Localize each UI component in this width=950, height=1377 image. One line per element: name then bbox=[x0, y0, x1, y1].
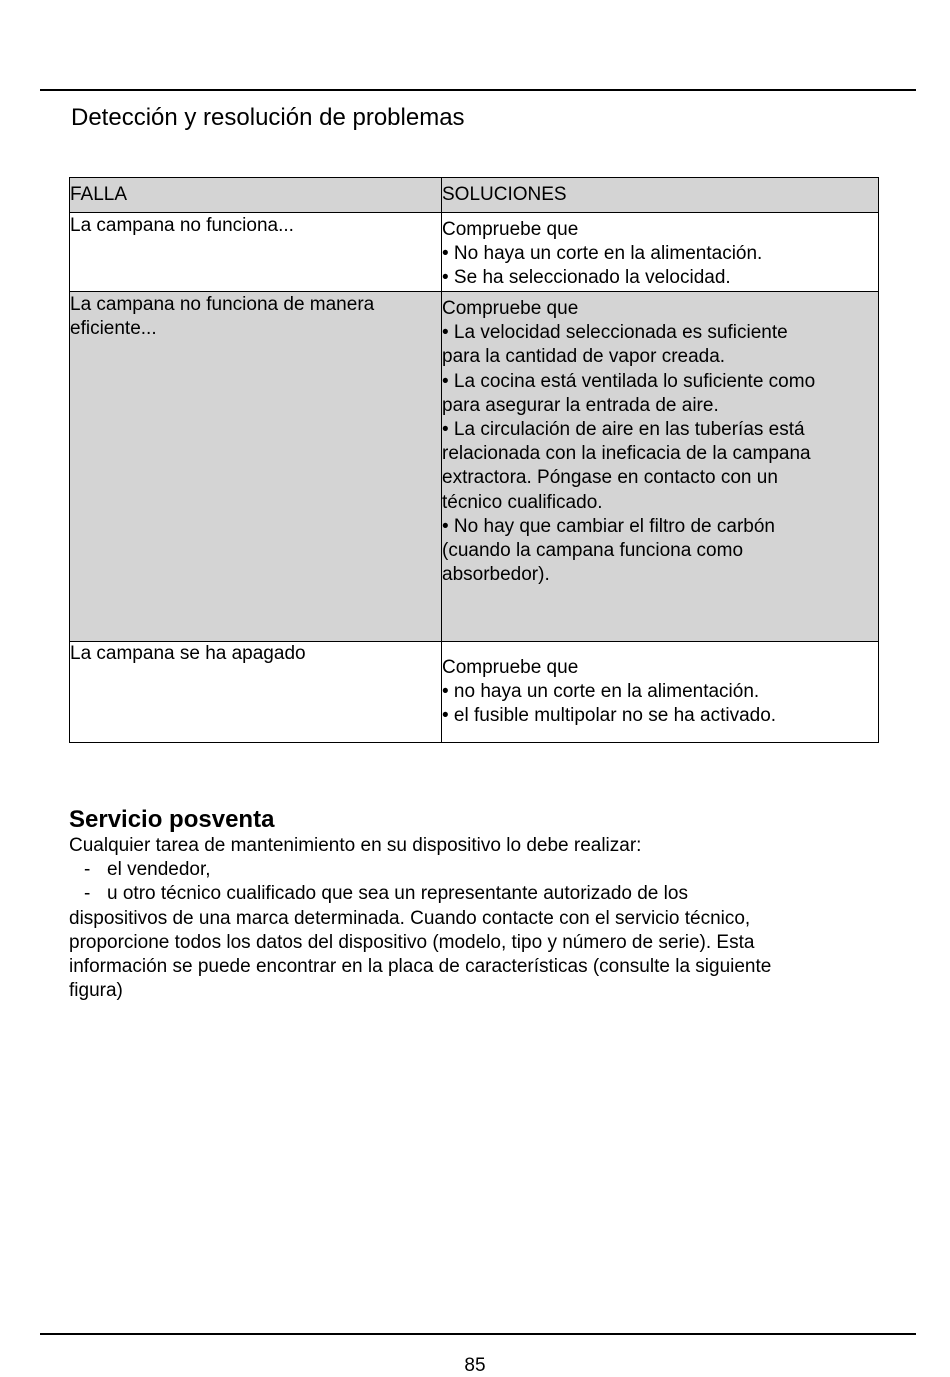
list-item bbox=[69, 858, 889, 882]
paragraph-line: dispositivos de una marca determinada. Cuando contacte con el servicio técnico, bbox=[69, 907, 751, 929]
solution-line: • el fusible multipolar no se ha activado. bbox=[442, 705, 777, 727]
paragraph-line: proporcione todos los datos del dispositivo (modelo, tipo y número de serie). Esta bbox=[69, 931, 755, 953]
table-row bbox=[70, 292, 879, 642]
after-sales-title: Servicio posventa bbox=[69, 806, 275, 833]
header-solutions: SOLUCIONES bbox=[442, 178, 879, 213]
page-number: 85 bbox=[464, 1355, 486, 1376]
dash-bullet: - bbox=[84, 859, 91, 881]
list-item bbox=[69, 882, 889, 906]
paragraph-line: figura) bbox=[69, 980, 123, 1002]
fault-text: La campana se ha apagado bbox=[70, 643, 306, 664]
solution-line: • La cocina está ventilada lo suficiente como bbox=[442, 370, 816, 392]
table-row bbox=[70, 213, 879, 292]
bottom-rule bbox=[40, 1333, 916, 1335]
solution-line: • La velocidad seleccionada es suficiente bbox=[442, 322, 788, 344]
solution-line: • La circulación de aire en las tuberías está bbox=[442, 419, 805, 441]
table-header-row bbox=[70, 178, 879, 213]
after-sales-body bbox=[69, 834, 889, 1003]
fault-text: La campana no funciona... bbox=[70, 215, 294, 236]
solution-line: • No haya un corte en la alimentación. bbox=[442, 243, 763, 265]
troubleshooting-table bbox=[69, 177, 879, 743]
solution-line: para asegurar la entrada de aire. bbox=[442, 394, 719, 416]
solution-line: • Se ha seleccionado la velocidad. bbox=[442, 267, 731, 289]
solution-line: técnico cualificado. bbox=[442, 491, 603, 513]
solution-line: absorbedor). bbox=[442, 564, 550, 586]
solutions-text bbox=[442, 292, 878, 587]
fault-line: La campana no funciona de manera bbox=[70, 294, 375, 315]
paragraph-line: información se puede encontrar en la placa de características (consulte la siguiente bbox=[69, 956, 772, 978]
dash-bullet: - bbox=[84, 883, 91, 905]
table-row bbox=[70, 642, 879, 743]
solution-line: • No hay que cambiar el filtro de carbón bbox=[442, 515, 775, 537]
list-item-text: el vendedor, bbox=[107, 859, 211, 881]
solution-line: Compruebe que bbox=[442, 219, 579, 240]
solution-line: para la cantidad de vapor creada. bbox=[442, 346, 726, 368]
top-rule bbox=[40, 89, 916, 91]
solutions-text bbox=[442, 642, 878, 729]
solution-line: extractora. Póngase en contacto con un bbox=[442, 467, 778, 489]
section-title: Detección y resolución de problemas bbox=[71, 104, 465, 131]
solution-line: Compruebe que bbox=[442, 657, 579, 678]
solution-line: (cuando la campana funciona como bbox=[442, 540, 744, 562]
solution-line: • no haya un corte en la alimentación. bbox=[442, 681, 760, 703]
solutions-text bbox=[442, 213, 878, 291]
fault-line: eficiente... bbox=[70, 318, 157, 340]
solution-line: relacionada con la ineficacia de la campana bbox=[442, 443, 811, 465]
after-sales-intro: Cualquier tarea de mantenimiento en su dispositivo lo debe realizar: bbox=[69, 835, 642, 856]
header-fault: FALLA bbox=[70, 178, 442, 213]
solution-line: Compruebe que bbox=[442, 298, 579, 319]
fault-text bbox=[70, 292, 441, 341]
list-item-text: u otro técnico cualificado que sea un representante autorizado de los bbox=[107, 883, 688, 905]
